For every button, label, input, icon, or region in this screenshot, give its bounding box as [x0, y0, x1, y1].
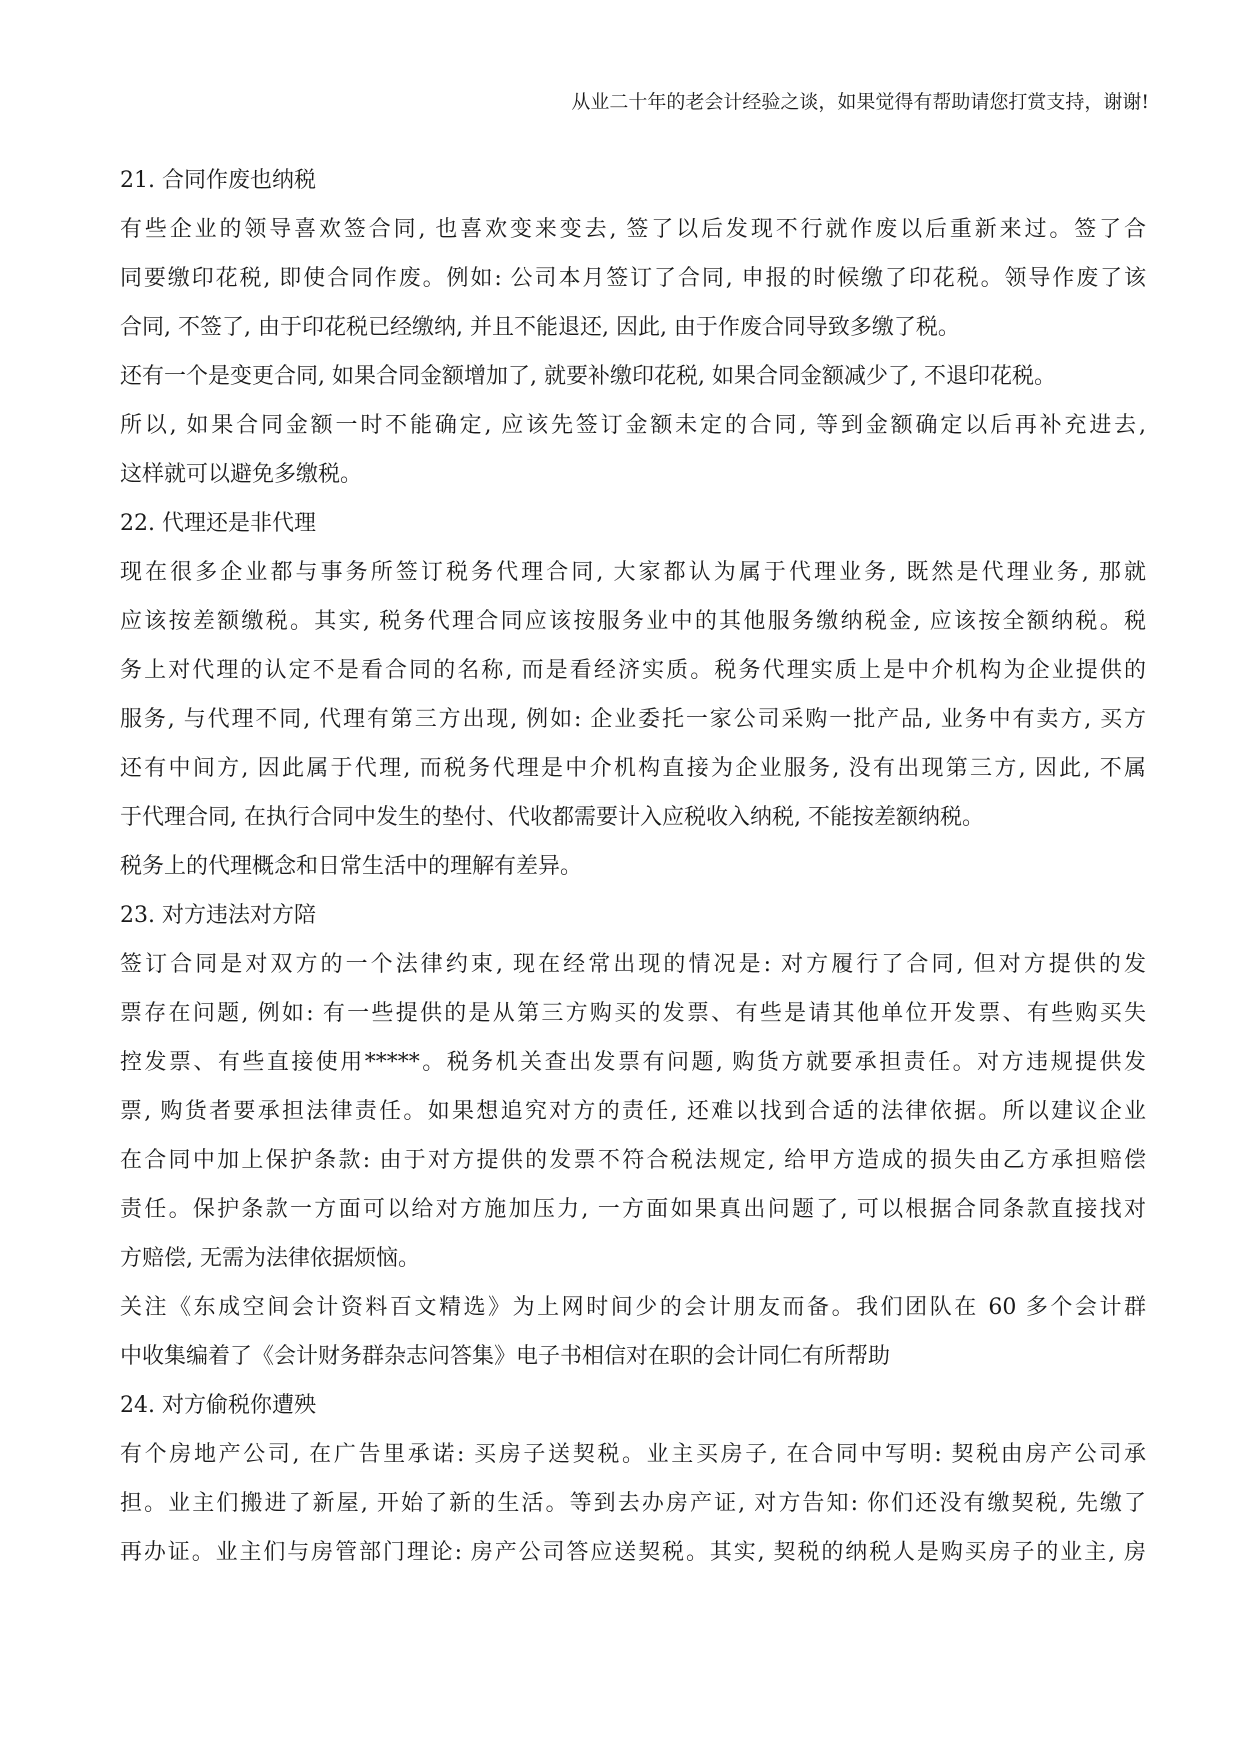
text-line: 方赔偿, 无需为法律依据烦恼。 [120, 1246, 420, 1271]
text-line: 票存在问题, 例如: 有一些提供的是从第三方购买的发票、有些是请其他单位开发票、有些购买失 [120, 1001, 1146, 1026]
section-23 [94, 891, 1146, 1381]
text-line: 所以, 如果合同金额一时不能确定, 应该先签订金额未定的合同, 等到金额确定以后再补充进去, [120, 413, 1146, 438]
header-note: 从业二十年的老会计经验之谈，如果觉得有帮助请您打赏支持，谢谢! [571, 91, 1149, 113]
text-line: 还有一个是变更合同, 如果合同金额增加了, 就要补缴印花税, 如果合同金额减少了, 不退印花税。 [120, 364, 1056, 389]
text-line: 担。业主们搬进了新屋, 开始了新的生活。等到去办房产证, 对方告知: 你们还没有缴契税, 先缴了 [120, 1491, 1146, 1516]
section-heading: 24. 对方偷税你遭殃 [120, 1393, 316, 1418]
section-24 [94, 1381, 1146, 1577]
text-line: 再办证。业主们与房管部门理论: 房产公司答应送契税。其实, 契税的纳税人是购买房子的业主, 房 [120, 1540, 1146, 1565]
text-line: 于代理合同, 在执行合同中发生的垫付、代收都需要计入应税收入纳税, 不能按差额纳税。 [120, 805, 984, 830]
text-line: 控发票、有些直接使用*****。税务机关查出发票有问题, 购货方就要承担责任。对方违规提供发 [120, 1050, 1146, 1075]
paragraph [94, 548, 1146, 842]
paragraph [94, 401, 1146, 499]
paragraph [94, 1283, 1146, 1381]
text-line: 合同, 不签了, 由于印花税已经缴纳, 并且不能退还, 因此, 由于作废合同导致多缴了税。 [120, 315, 960, 340]
section-heading: 21. 合同作废也纳税 [120, 168, 316, 193]
section-heading: 23. 对方违法对方陪 [120, 903, 316, 928]
text-line: 票, 购货者要承担法律责任。如果想追究对方的责任, 还难以找到合适的法律依据。所以建议企业 [120, 1099, 1146, 1124]
text-line: 有个房地产公司, 在广告里承诺: 买房子送契税。业主买房子, 在合同中写明: 契税由房产公司承 [120, 1442, 1146, 1467]
text-line: 中收集编着了《会计财务群杂志问答集》电子书相信对在职的会计同仁有所帮助 [120, 1344, 891, 1369]
text-line: 应该按差额缴税。其实, 税务代理合同应该按服务业中的其他服务缴纳税金, 应该按全额纳税。税 [120, 609, 1146, 634]
paragraph [94, 205, 1146, 352]
paragraph [94, 352, 1146, 401]
text-line: 务上对代理的认定不是看合同的名称, 而是看经济实质。税务代理实质上是中介机构为企业提供的 [120, 658, 1146, 683]
text-line: 还有中间方, 因此属于代理, 而税务代理是中介机构直接为企业服务, 没有出现第三方, 因此, 不属 [120, 756, 1146, 781]
text-line: 现在很多企业都与事务所签订税务代理合同, 大家都认为属于代理业务, 既然是代理业务, 那就 [120, 560, 1146, 585]
section-22 [94, 499, 1146, 891]
text-line: 在合同中加上保护条款: 由于对方提供的发票不符合税法规定, 给甲方造成的损失由乙方承担赔偿 [120, 1148, 1146, 1173]
paragraph [94, 842, 1146, 891]
section-heading: 22. 代理还是非代理 [120, 511, 316, 536]
paragraph [94, 1430, 1146, 1577]
text-line: 关注《东成空间会计资料百文精选》为上网时间少的会计朋友而备。我们团队在 60 多个会计群 [120, 1295, 1146, 1320]
text-line: 有些企业的领导喜欢签合同, 也喜欢变来变去, 签了以后发现不行就作废以后重新来过。签了合 [120, 217, 1146, 242]
document-body [94, 156, 1146, 1577]
section-21 [94, 156, 1146, 499]
text-line: 签订合同是对双方的一个法律约束, 现在经常出现的情况是: 对方履行了合同, 但对方提供的发 [120, 952, 1146, 977]
text-line: 责任。保护条款一方面可以给对方施加压力, 一方面如果真出问题了, 可以根据合同条款直接找对 [120, 1197, 1146, 1222]
text-line: 这样就可以避免多缴税。 [120, 462, 363, 487]
text-line: 服务, 与代理不同, 代理有第三方出现, 例如: 企业委托一家公司采购一批产品, 业务中有卖方, 买方 [120, 707, 1146, 732]
text-line: 税务上的代理概念和日常生活中的理解有差异。 [120, 854, 583, 879]
text-line: 同要缴印花税, 即使合同作废。例如: 公司本月签订了合同, 申报的时候缴了印花税。领导作废了该 [120, 266, 1146, 291]
paragraph [94, 940, 1146, 1283]
